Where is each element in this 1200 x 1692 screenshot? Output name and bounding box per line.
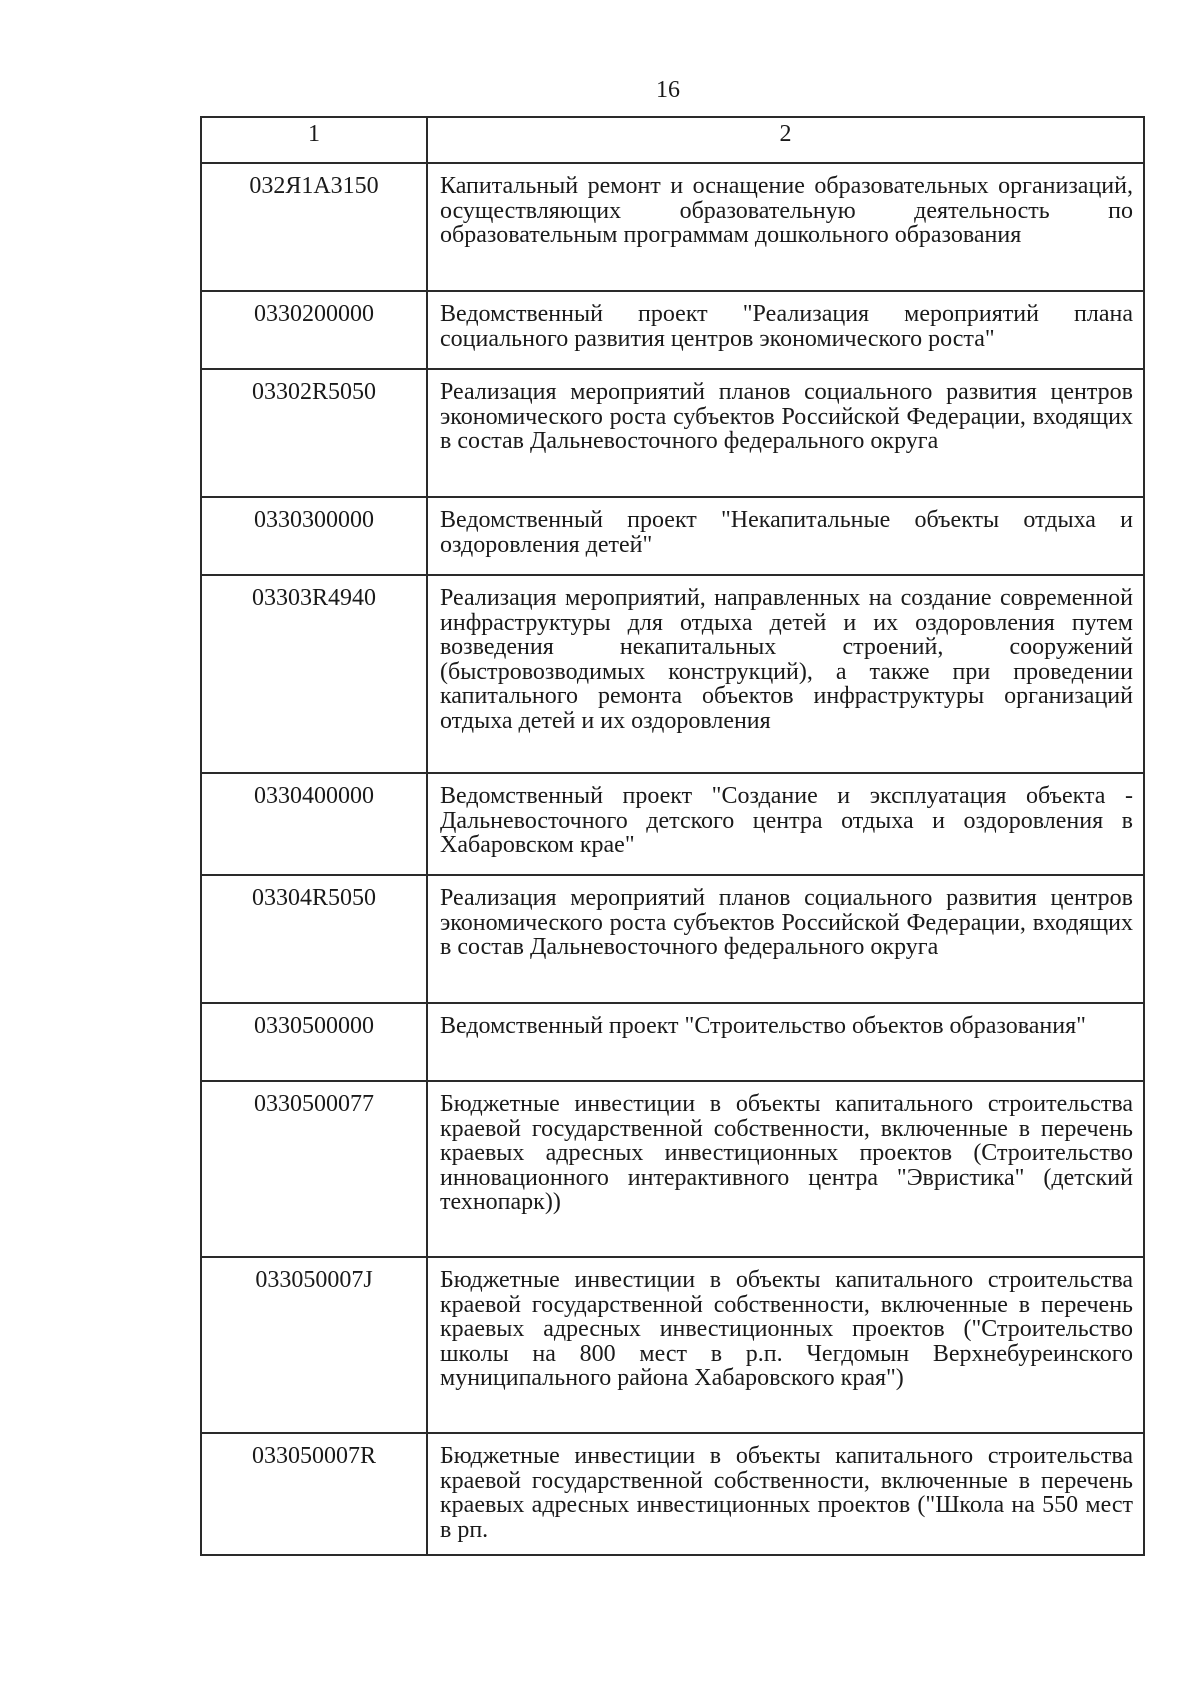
row-description: Ведомственный проект "Некапитальные объекты отдыха и оздоровления детей"	[427, 497, 1144, 575]
row-description: Реализация мероприятий планов социального развития центров экономического роста субъектов Российской Федерации, входящих в состав Дальневосточного федерального округа	[427, 369, 1144, 497]
row-description: Бюджетные инвестиции в объекты капитального строительства краевой государственной собственности, включенные в перечень краевых адресных инвестиционных проектов ("Строительство школы на 800 мест в р.п. Чегдомын Верхнебуреинского муниципального района Хабаровского края")	[427, 1257, 1144, 1433]
table-row	[201, 163, 1144, 291]
row-code: 0330200000	[201, 291, 427, 369]
page-number: 16	[656, 77, 680, 103]
row-code: 033050007J	[201, 1257, 427, 1433]
column-header-description: 2	[427, 117, 1144, 163]
row-code: 0330500000	[201, 1003, 427, 1081]
table-row-continued	[201, 1433, 1144, 1555]
table-row	[201, 291, 1144, 369]
table-row	[201, 575, 1144, 773]
row-code: 03303R4940	[201, 575, 427, 773]
row-code: 0330500077	[201, 1081, 427, 1257]
row-code: 032Я1А3150	[201, 163, 427, 291]
table-row	[201, 497, 1144, 575]
row-description: Ведомственный проект "Строительство объектов образования"	[427, 1003, 1144, 1081]
row-description: Ведомственный проект "Реализация мероприятий плана социального развития центров экономического роста"	[427, 291, 1144, 369]
table-row	[201, 875, 1144, 1003]
row-code: 03304R5050	[201, 875, 427, 1003]
row-description: Бюджетные инвестиции в объекты капитального строительства краевой государственной собственности, включенные в перечень краевых адресных инвестиционных проектов (Строительство инновационного интерактивного центра "Эвристика" (детский технопарк))	[427, 1081, 1144, 1257]
table-row	[201, 773, 1144, 875]
row-description: Капитальный ремонт и оснащение образовательных организаций, осуществляющих образовательную деятельность по образовательным программам дошкольного образования	[427, 163, 1144, 291]
row-description-text: Бюджетные инвестиции в объекты капитального строительства краевой государственной собственности, включенные в перечень краевых адресных инвестиционных проектов ("Школа на 550 мест в рп.	[440, 1444, 1133, 1542]
table-header-row	[201, 117, 1144, 163]
table-row	[201, 369, 1144, 497]
row-description: Ведомственный проект "Создание и эксплуатация объекта - Дальневосточного детского центра отдыха и оздоровления в Хабаровском крае"	[427, 773, 1144, 875]
table-row	[201, 1003, 1144, 1081]
table-row	[201, 1081, 1144, 1257]
row-description: Реализация мероприятий планов социального развития центров экономического роста субъектов Российской Федерации, входящих в состав Дальневосточного федерального округа	[427, 875, 1144, 1003]
table-row	[201, 1257, 1144, 1433]
column-header-code: 1	[201, 117, 427, 163]
row-description: Реализация мероприятий, направленных на создание современной инфраструктуры для отдыха детей и их оздоровления путем возведения некапитальных строений, сооружений (быстровозводимых конструкций), а также при проведении капитального ремонта объектов инфраструктуры организаций отдыха детей и их оздоровления	[427, 575, 1144, 773]
row-code: 0330300000	[201, 497, 427, 575]
budget-codes-table	[200, 116, 1145, 1556]
row-description	[427, 1433, 1144, 1555]
row-code: 0330400000	[201, 773, 427, 875]
row-code: 03302R5050	[201, 369, 427, 497]
row-code: 033050007R	[201, 1433, 427, 1555]
